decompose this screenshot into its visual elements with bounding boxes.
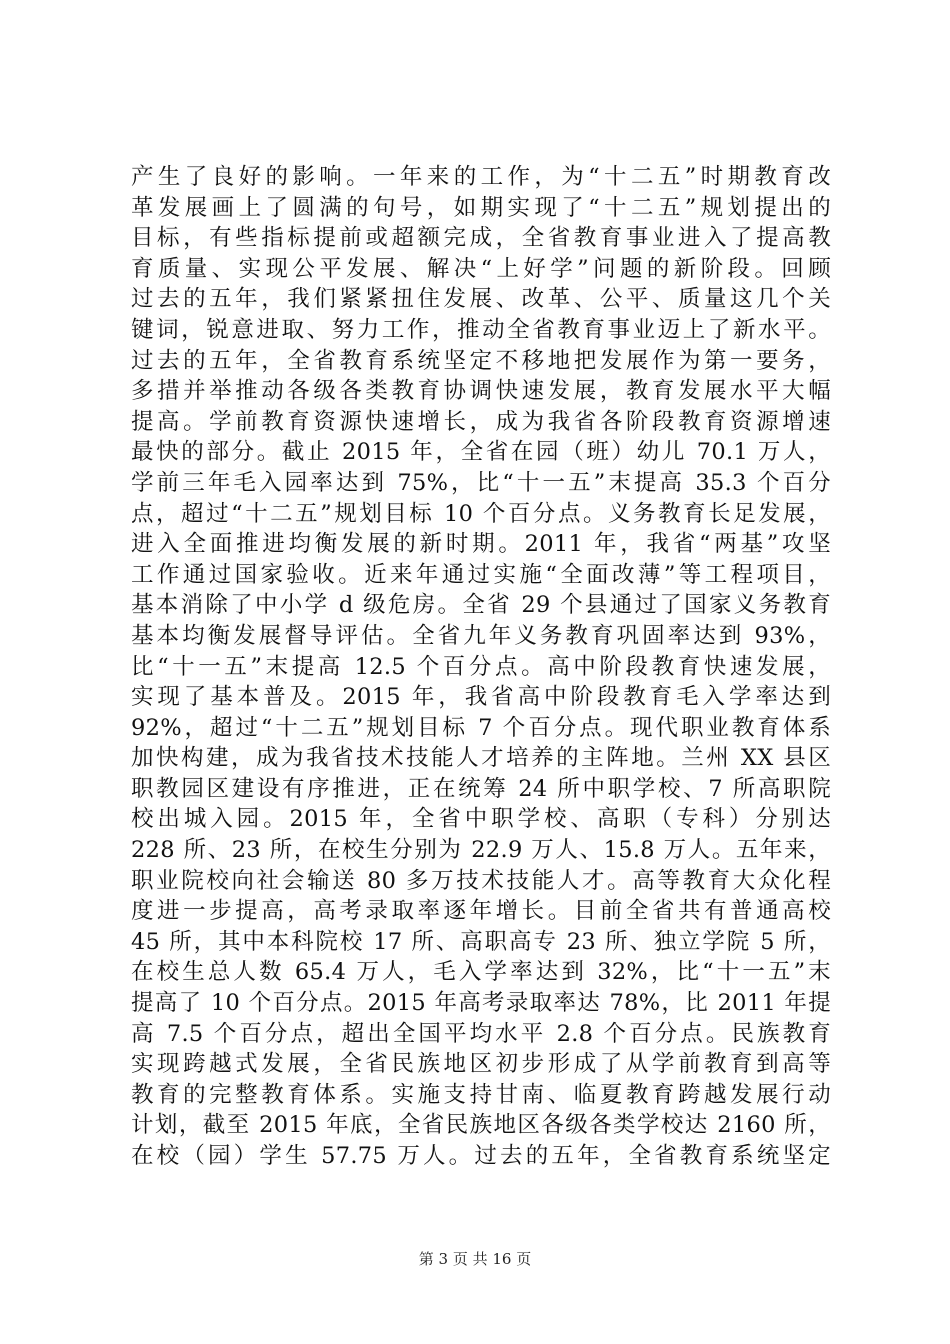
text-line: 计划，截至 2015 年底，全省民族地区各级各类学校达 2160 所， [131,1112,831,1139]
text-line: 基本消除了中小学 d 级危房。全省 29 个县通过了国家义务教育 [131,592,831,619]
text-line: 实现了基本普及。2015 年，我省高中阶段教育毛入学率达到 [131,684,831,711]
text-line: 学前三年毛入园率达到 75%，比“十一五”末提高 35.3 个百分 [131,469,831,496]
text-line: 过去的五年，我们紧紧扭住发展、改革、公平、质量这几个关 [131,286,831,313]
text-line: 校出城入园。2015 年，全省中职学校、高职（专科）分别达 [131,806,831,833]
text-line: 进入全面推进均衡发展的新时期。2011 年，我省“两基”攻坚 [131,531,831,558]
text-line: 过去的五年，全省教育系统坚定不移地把发展作为第一要务， [131,347,831,374]
text-line: 产生了良好的影响。一年来的工作，为“十二五”时期教育改 [131,164,831,190]
text-line: 在校生总人数 65.4 万人，毛入学率达到 32%，比“十一五”末 [131,959,831,986]
text-line: 基本均衡发展督导评估。全省九年义务教育巩固率达到 93%， [131,622,831,649]
text-line: 键词，锐意进取、努力工作，推动全省教育事业迈上了新水平。 [131,316,831,343]
text-line: 高 7.5 个百分点，超出全国平均水平 2.8 个百分点。民族教育 [131,1020,831,1047]
text-line: 目标，有些指标提前或超额完成，全省教育事业进入了提高教 [131,225,831,252]
text-line: 228 所、23 所，在校生分别为 22.9 万人、15.8 万人。五年来， [131,837,831,864]
text-line: 在校（园）学生 57.75 万人。过去的五年，全省教育系统坚定 [131,1143,831,1169]
text-line: 加快构建，成为我省技术技能人才培养的主阵地。兰州 XX 县区 [131,745,831,772]
page-number-footer: 第 3 页 共 16 页 [418,1250,532,1268]
text-line: 实现跨越式发展，全省民族地区初步形成了从学前教育到高等 [131,1051,831,1078]
text-line: 提高了 10 个百分点。2015 年高考录取率达 78%，比 2011 年提 [131,990,831,1017]
text-line: 点，超过“十二五”规划目标 10 个百分点。义务教育长足发展， [131,500,831,527]
text-line: 职业院校向社会输送 80 多万技术技能人才。高等教育大众化程 [131,867,831,894]
document-body [131,162,831,1172]
text-line: 度进一步提高，高考录取率逐年增长。目前全省共有普通高校 [131,898,831,925]
text-line: 教育的完整教育体系。实施支持甘南、临夏教育跨越发展行动 [131,1081,831,1108]
text-line: 多措并举推动各级各类教育协调快速发展，教育发展水平大幅 [131,378,831,405]
text-line: 92%，超过“十二五”规划目标 7 个百分点。现代职业教育体系 [131,714,831,741]
text-line: 45 所，其中本科院校 17 所、高职高专 23 所、独立学院 5 所， [131,928,831,955]
text-line: 育质量、实现公平发展、解决“上好学”问题的新阶段。回顾 [131,255,831,282]
text-line: 工作通过国家验收。近来年通过实施“全面改薄”等工程项目， [131,561,831,588]
text-line: 革发展画上了圆满的句号，如期实现了“十二五”规划提出的 [131,194,831,221]
text-line: 提高。学前教育资源快速增长，成为我省各阶段教育资源增速 [131,408,831,435]
text-line: 最快的部分。截止 2015 年，全省在园（班）幼儿 70.1 万人， [131,439,831,466]
text-line: 比“十一五”末提高 12.5 个百分点。高中阶段教育快速发展， [131,653,831,680]
text-line: 职教园区建设有序推进，正在统筹 24 所中职学校、7 所高职院 [131,775,831,802]
